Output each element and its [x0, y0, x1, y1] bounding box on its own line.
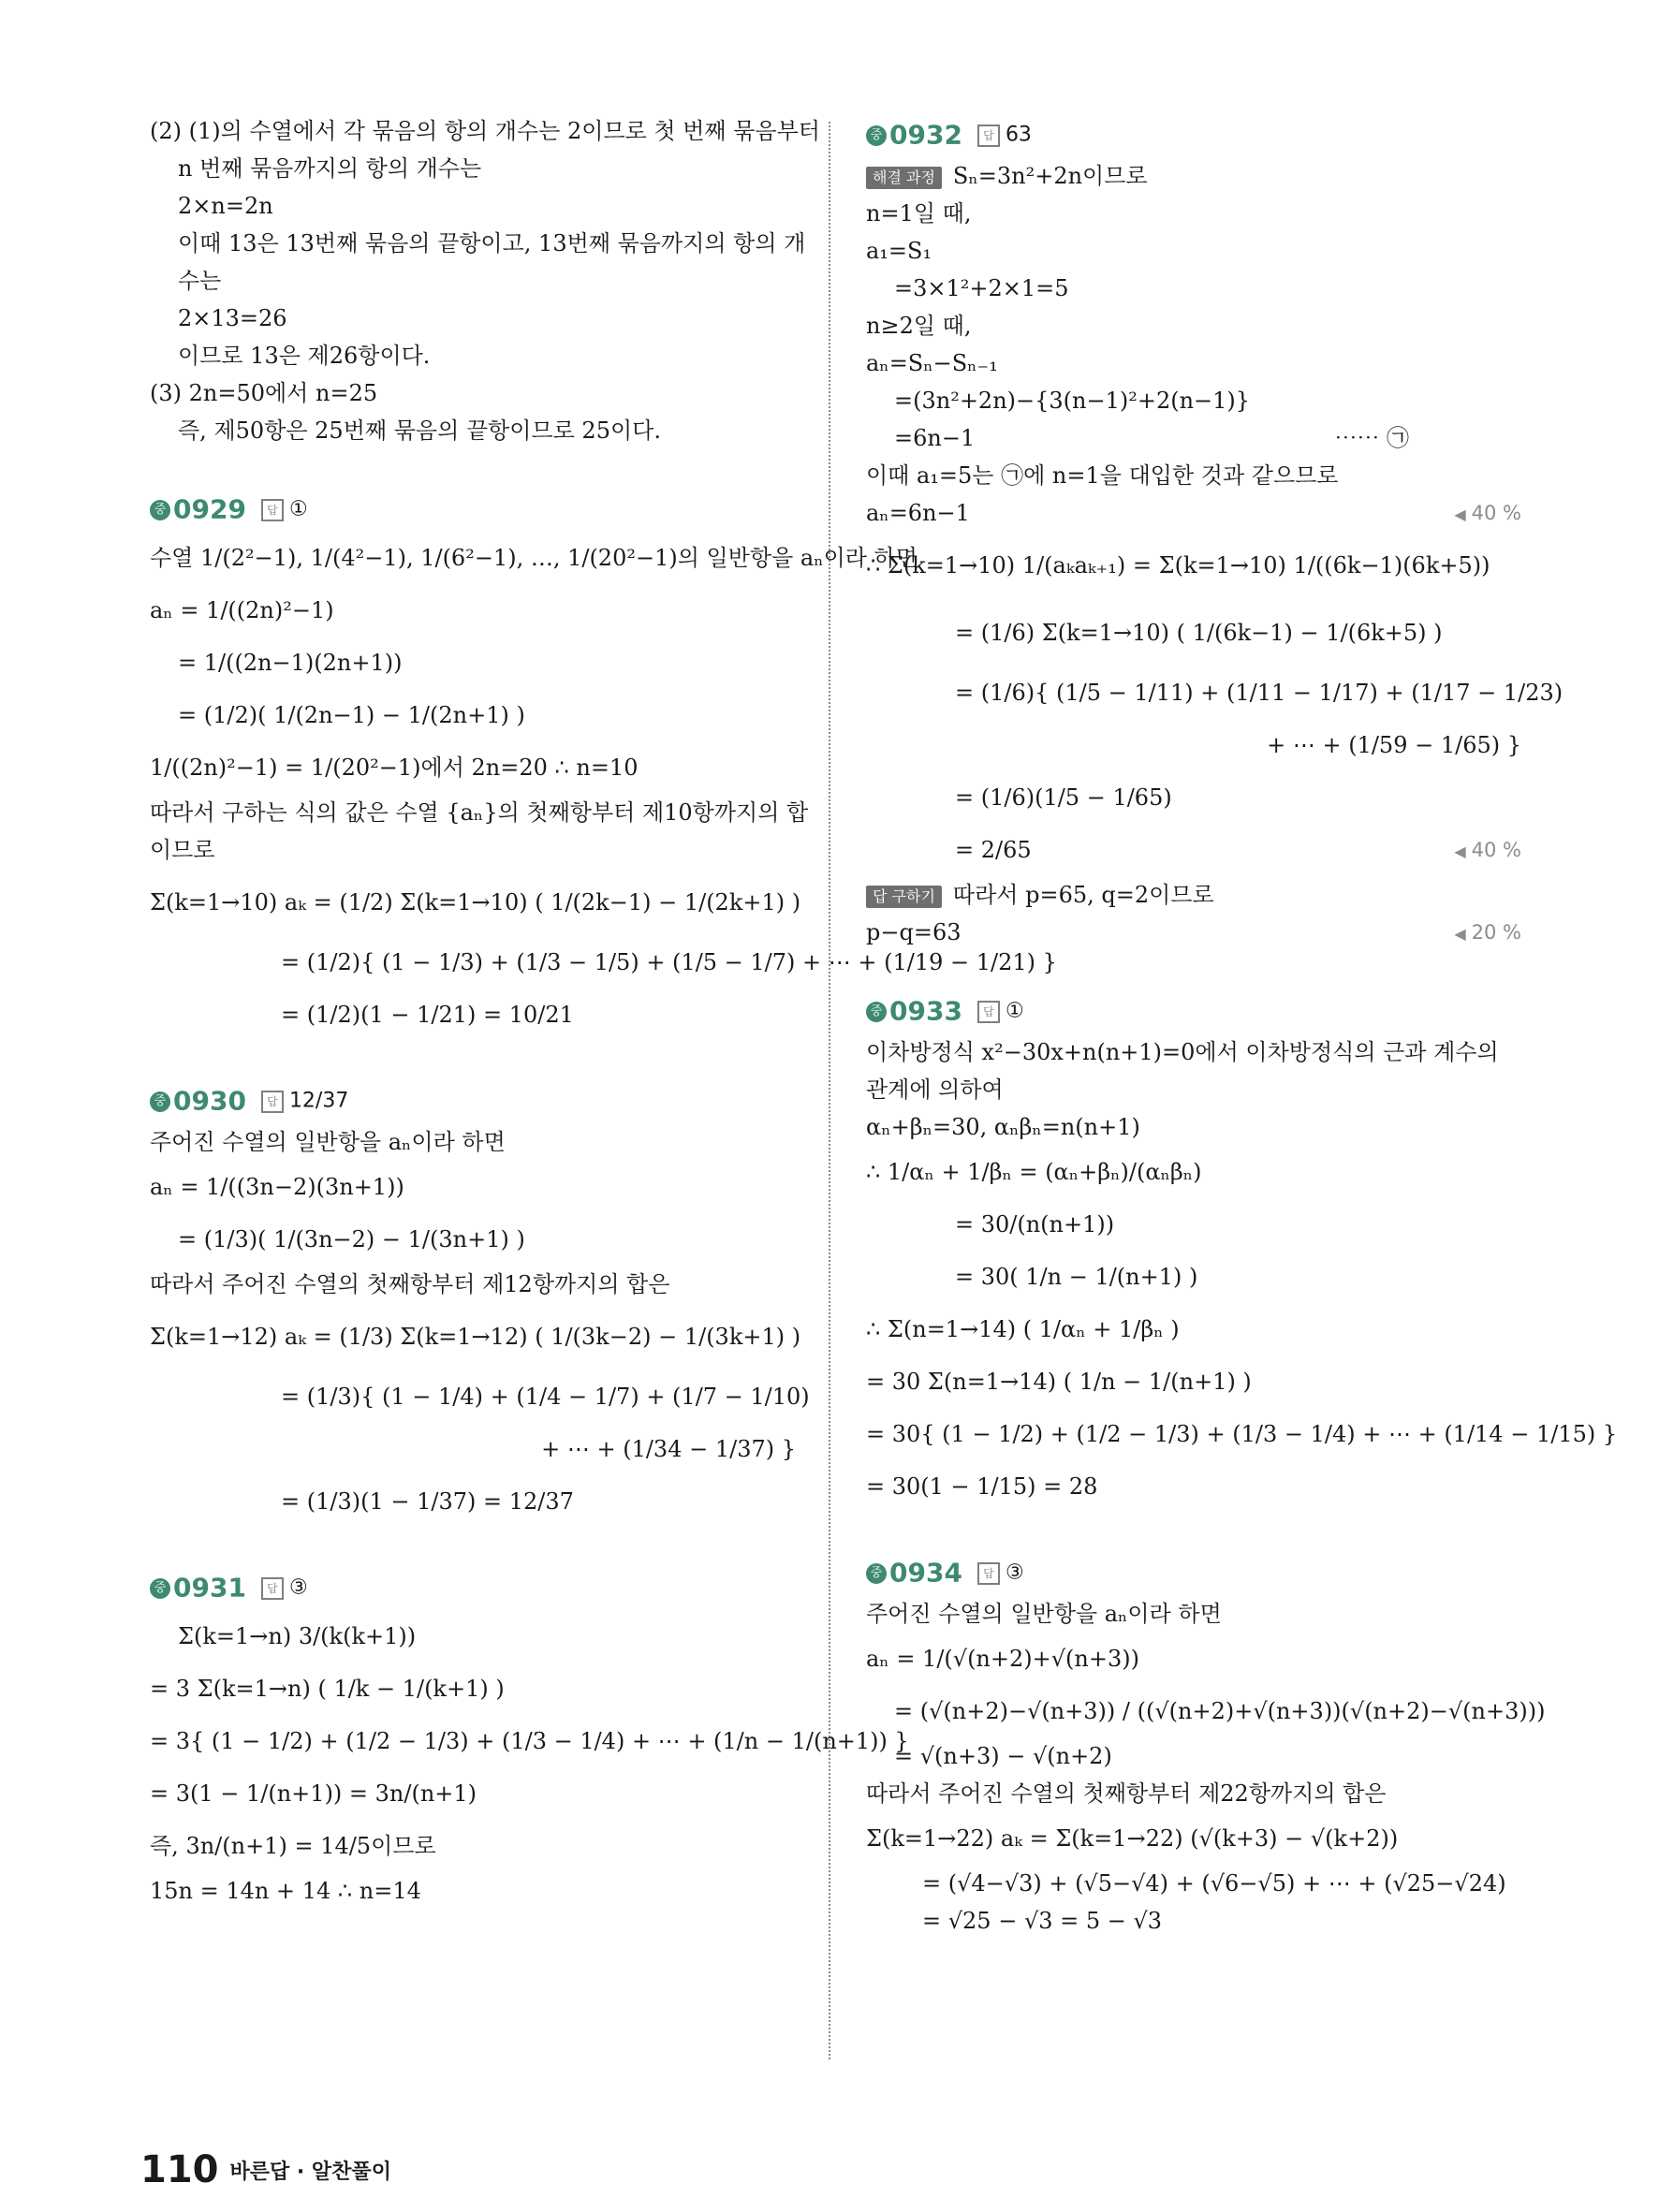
score-percent: [1454, 914, 1521, 953]
difficulty-badge: 중: [866, 1563, 887, 1584]
problem-header-0933: [866, 989, 1521, 1033]
text-line: 이때 a₁=5는 ㉠에 n=1을 대입한 것과 같으므로: [866, 462, 1339, 489]
triangle-left-icon: ◀: [1454, 505, 1466, 523]
math-line: aₙ = 1/(√(n+2)+√(n+3)): [866, 1646, 1139, 1672]
math-line: = (1/6)(1/5 − 1/65): [955, 784, 1172, 811]
difficulty-badge: 중: [866, 125, 887, 146]
text-line: 즉, 제50항은 25번째 묶음의 끝항이므로 25이다.: [178, 417, 661, 444]
problem-number: 0934: [889, 1557, 962, 1589]
math-line: = (1/6) Σ(k=1→10) ( 1/(6k−1) − 1/(6k+5) ): [955, 620, 1443, 646]
math-line: = (1/3)(1 − 1/37) = 12/37: [281, 1488, 574, 1515]
math-line: = 30/(n(n+1)): [955, 1211, 1115, 1238]
math-line: ∴ 1/αₙ + 1/βₙ = (αₙ+βₙ)/(αₙβₙ): [866, 1159, 1202, 1185]
math-line: = (1/6){ (1/5 − 1/11) + (1/11 − 1/17) + (1/17 − 1/23): [955, 680, 1564, 706]
math-line: 즉, 3n/(n+1) = 14/5이므로: [150, 1833, 436, 1859]
math-line: Σ(k=1→22) aₖ = Σ(k=1→22) (√(k+3) − √(k+2)): [866, 1825, 1399, 1852]
page-footer: [140, 2148, 391, 2205]
math-line: = (1/3)( 1/(3n−2) − 1/(3n+1) ): [178, 1226, 525, 1252]
problem-header-0930: [150, 1078, 796, 1123]
answer-icon: 답: [261, 499, 284, 521]
answer-value: 63: [1005, 123, 1032, 147]
text-line: n≥2일 때,: [866, 313, 972, 339]
math-line: = (1/2){ (1 − 1/3) + (1/3 − 1/5) + (1/5 − 1/7) + ⋯ + (1/19 − 1/21) }: [281, 949, 1057, 975]
math-line: aₙ=Sₙ−Sₙ₋₁: [866, 350, 998, 376]
math-line: = √(n+3) − √(n+2): [894, 1743, 1112, 1769]
math-line: [866, 824, 1521, 876]
math-line: [866, 419, 1521, 457]
text-line: n=1일 때,: [866, 200, 972, 227]
math-line: = (1/3){ (1 − 1/4) + (1/4 − 1/7) + (1/7 − 1/10): [281, 1384, 810, 1410]
text-line: (3) 2n=50에서 n=25: [150, 380, 378, 406]
line-text: 따라서 p=65, q=2이므로: [952, 882, 1214, 908]
math-line: = (√4−√3) + (√5−√4) + (√6−√5) + ⋯ + (√25−√24): [922, 1870, 1506, 1897]
problem-number: 0930: [173, 1085, 246, 1117]
math-line: 1/((2n)²−1) = 1/(20²−1)에서 2n=20 ∴ n=10: [150, 754, 639, 781]
score-percent: [1454, 824, 1521, 878]
text-line: 따라서 주어진 수열의 첫째항부터 제22항까지의 합은: [866, 1780, 1387, 1807]
math-line: = 30 Σ(n=1→14) ( 1/n − 1/(n+1) ): [866, 1369, 1252, 1395]
process-tag: 해결 과정: [866, 167, 942, 189]
math-line: = (1/2)(1 − 1/21) = 10/21: [281, 1002, 574, 1028]
math-line: =3×1²+2×1=5: [894, 275, 1069, 301]
line-text: =6n−1: [894, 425, 976, 451]
math-line: + ⋯ + (1/34 − 1/37) }: [541, 1436, 796, 1462]
answer-icon: 답: [977, 1001, 1000, 1023]
book-title: 바른답 · 알찬풀이: [229, 2160, 391, 2184]
answer-value: 12/37: [288, 1089, 349, 1113]
math-line: αₙ+βₙ=30, αₙβₙ=n(n+1): [866, 1114, 1140, 1140]
answer-icon: 답: [261, 1091, 284, 1113]
difficulty-badge: 중: [866, 1002, 887, 1022]
math-line: [866, 494, 1521, 532]
math-line: = 3 Σ(k=1→n) ( 1/k − 1/(k+1) ): [150, 1676, 505, 1702]
text-line: [866, 876, 1521, 914]
math-line: ∴ Σ(k=1→10) 1/(aₖaₖ₊₁) = Σ(k=1→10) 1/((6k−1)(6k+5)): [866, 552, 1490, 579]
text-line: 이므로: [150, 837, 215, 863]
text-line: (2) (1)의 수열에서 각 묶음의 항의 개수는 2이므로 첫 번째 묶음부터: [150, 118, 820, 144]
text-line: [866, 157, 1521, 195]
math-line: Σ(k=1→12) aₖ = (1/3) Σ(k=1→12) ( 1/(3k−2) − 1/(3k+1) ): [150, 1324, 801, 1350]
difficulty-badge: 중: [150, 1091, 170, 1112]
text-line: 이때 13은 13번째 묶음의 끝항이고, 13번째 묶음까지의 항의 개: [178, 230, 806, 256]
math-line: = (1/2)( 1/(2n−1) − 1/(2n+1) ): [178, 702, 525, 728]
problem-number: 0929: [173, 493, 246, 525]
text-line: 따라서 구하는 식의 값은 수열 {aₙ}의 첫째항부터 제10항까지의 합: [150, 799, 809, 826]
math-line: Σ(k=1→n) 3/(k(k+1)): [178, 1623, 417, 1649]
triangle-left-icon: ◀: [1454, 925, 1466, 943]
math-line: a₁=S₁: [866, 238, 932, 264]
text-line: 이차방정식 x²−30x+n(n+1)=0에서 이차방정식의 근과 계수의: [866, 1039, 1499, 1065]
math-line: = 1/((2n−1)(2n+1)): [178, 650, 403, 676]
answer-icon: 답: [977, 125, 1000, 147]
difficulty-badge: 중: [150, 1578, 170, 1599]
percent-value: 40 %: [1471, 502, 1521, 524]
right-column: [866, 112, 1618, 1940]
line-text: Sₙ=3n²+2n이므로: [952, 163, 1148, 189]
math-line: 2×n=2n: [178, 193, 273, 219]
problem-header-0931: [150, 1565, 796, 1610]
math-line: = 3(1 − 1/(n+1)) = 3n/(n+1): [150, 1780, 477, 1807]
answer-value: ①: [288, 497, 308, 521]
text-line: 수열 1/(2²−1), 1/(4²−1), 1/(6²−1), …, 1/(20²−1)의 일반항을 aₙ이라 하면: [150, 545, 918, 571]
text-line: n 번째 묶음까지의 항의 개수는: [178, 155, 482, 182]
percent-value: 20 %: [1471, 921, 1521, 944]
answer-value: ③: [288, 1575, 308, 1600]
line-text: aₙ=6n−1: [866, 500, 970, 526]
problem-header-0934: [866, 1550, 1521, 1595]
math-line: = 30( 1/n − 1/(n+1) ): [955, 1264, 1198, 1290]
difficulty-badge: 중: [150, 500, 170, 520]
math-line: 15n = 14n + 14 ∴ n=14: [150, 1878, 421, 1904]
column-divider: [829, 122, 830, 2059]
math-line: = 30(1 − 1/15) = 28: [866, 1473, 1098, 1500]
math-line: ∴ Σ(n=1→14) ( 1/αₙ + 1/βₙ ): [866, 1316, 1180, 1342]
text-line: 주어진 수열의 일반항을 aₙ이라 하면: [150, 1129, 506, 1155]
line-text: p−q=63: [866, 919, 962, 945]
line-text: = 2/65: [955, 837, 1032, 863]
text-line: 수는: [178, 268, 222, 294]
math-line: = (√(n+2)−√(n+3)) / ((√(n+2)+√(n+3))(√(n+2)−√(n+3))): [894, 1698, 1546, 1724]
score-percent: [1454, 494, 1521, 534]
math-line: Σ(k=1→10) aₖ = (1/2) Σ(k=1→10) ( 1/(2k−1) − 1/(2k+1) ): [150, 889, 801, 916]
text-line: 관계에 의하여: [866, 1077, 1004, 1103]
problem-number: 0933: [889, 995, 962, 1027]
math-line: = √25 − √3 = 5 − √3: [922, 1908, 1163, 1934]
math-line: =(3n²+2n)−{3(n−1)²+2(n−1)}: [894, 388, 1251, 414]
problem-header-0932: [866, 112, 1521, 157]
problem-number: 0931: [173, 1572, 246, 1604]
answer-tag: 답 구하기: [866, 886, 942, 908]
text-line: 주어진 수열의 일반항을 aₙ이라 하면: [866, 1601, 1222, 1627]
problem-header-0929: [150, 487, 796, 532]
math-line: 2×13=26: [178, 305, 287, 331]
triangle-left-icon: ◀: [1454, 842, 1466, 860]
math-line: aₙ = 1/((2n)²−1): [150, 597, 334, 623]
math-line: = 30{ (1 − 1/2) + (1/2 − 1/3) + (1/3 − 1/4) + ⋯ + (1/14 − 1/15) }: [866, 1421, 1618, 1447]
percent-value: 40 %: [1471, 839, 1521, 861]
math-line: aₙ = 1/((3n−2)(3n+1)): [150, 1174, 404, 1200]
math-line: = 3{ (1 − 1/2) + (1/2 − 1/3) + (1/3 − 1/4) + ⋯ + (1/n − 1/(n+1)) }: [150, 1728, 909, 1754]
text-line: 따라서 주어진 수열의 첫째항부터 제12항까지의 합은: [150, 1271, 670, 1297]
math-line: + ⋯ + (1/59 − 1/65) }: [1267, 732, 1521, 758]
answer-icon: 답: [977, 1562, 1000, 1585]
problem-number: 0932: [889, 119, 962, 151]
text-line: 이므로 13은 제26항이다.: [178, 343, 431, 369]
page-number: 110: [140, 2148, 219, 2191]
answer-value: ③: [1005, 1560, 1024, 1585]
answer-icon: 답: [261, 1577, 284, 1600]
answer-value: ①: [1005, 999, 1024, 1023]
equation-tag: ⋯⋯ ㉠: [1334, 425, 1409, 451]
math-line: [866, 914, 1521, 951]
